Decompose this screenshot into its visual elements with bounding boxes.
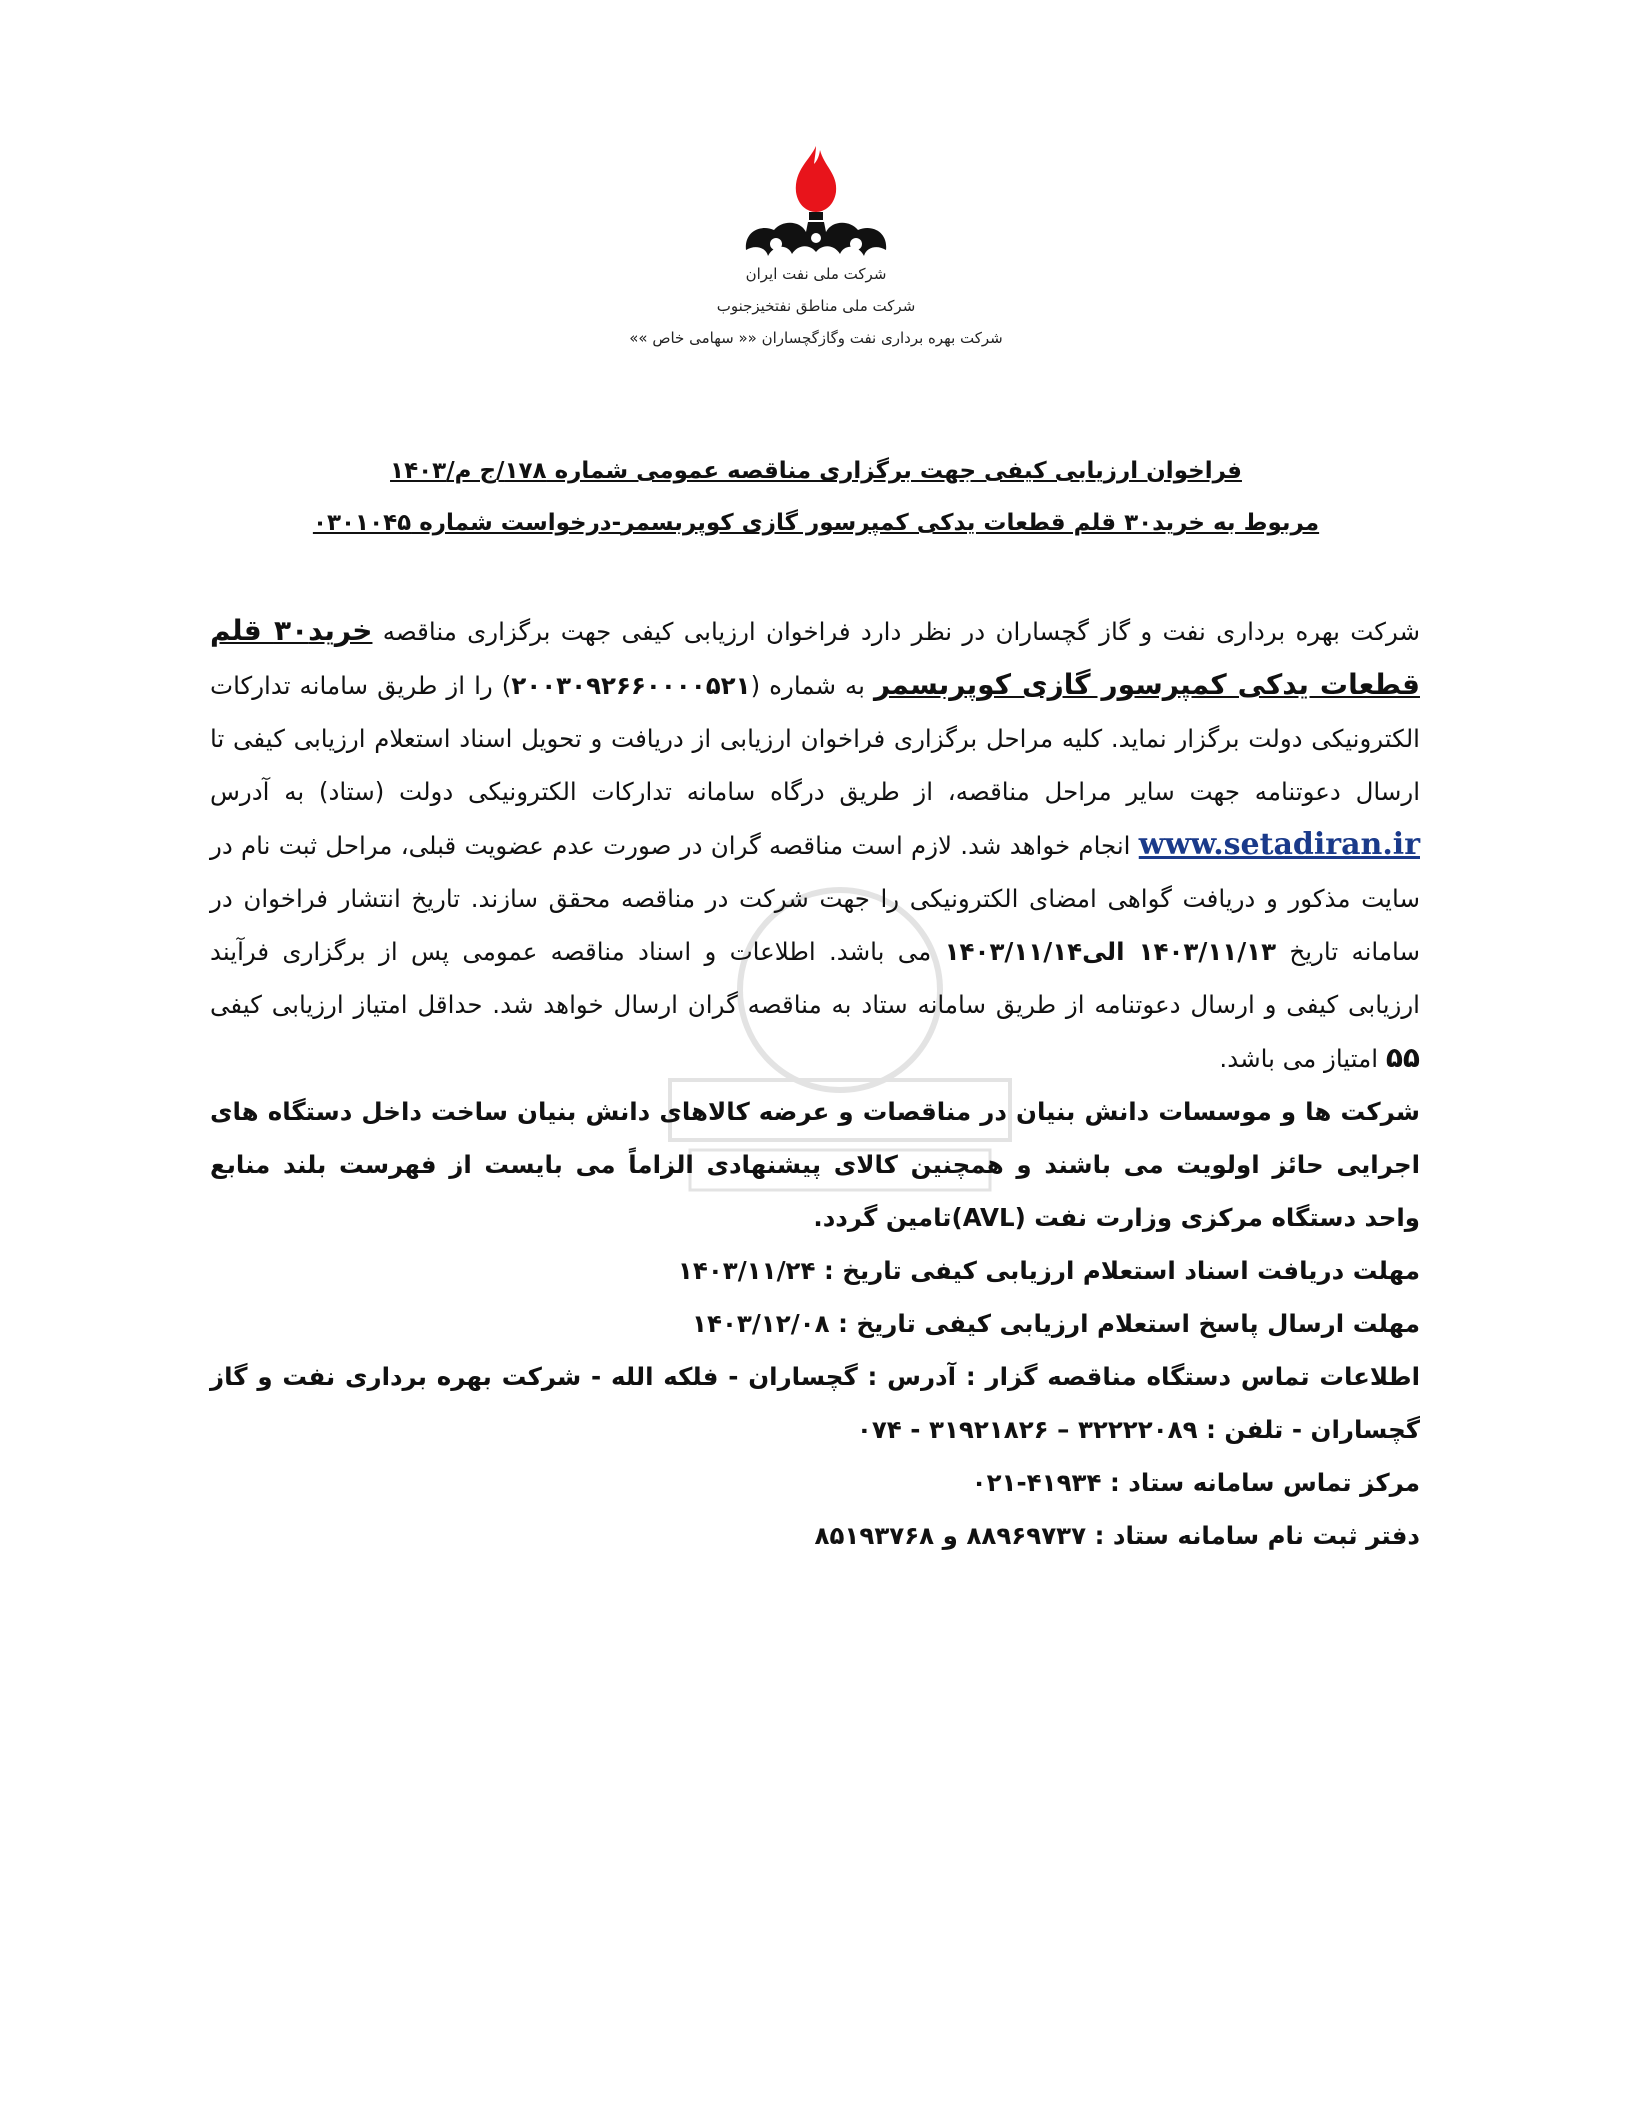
item-title: خرید۳۰ قلم قطعات یدکی کمپرسور گازی کوپربسمر <box>210 614 1420 701</box>
publish-date-to: ۱۴۰۳/۱۱/۱۴ <box>944 937 1083 966</box>
setad-link[interactable]: www.setadiran.ir <box>1138 827 1420 862</box>
deadline-send: مهلت ارسال پاسخ استعلام ارزیابی کیفی تاریخ : ۱۴۰۳/۱۲/۰۸ <box>692 1309 1420 1338</box>
company-name-1: شرکت ملی نفت ایران <box>745 265 887 283</box>
paragraph-knowledge-based: شرکت ها و موسسات دانش بنیان در مناقصات و عرضه کالاهای دانش بنیان ساخت داخل دستگاه های اجرایی حائز اولویت می باشند و همچنین کالای پیشنهادی الزاماً می بایست از فهرست بلند منابع واحد دستگاه مرکزی وزارت نفت (AVL)تامین گردد. <box>210 1097 1420 1232</box>
setad-center: مرکز تماس سامانه ستاد : ۴۱۹۳۴-۰۲۱ <box>971 1468 1420 1497</box>
paragraph-main: شرکت بهره برداری نفت و گاز گچساران در نظر دارد فراخوان ارزیابی کیفی جهت برگزاری مناقصه خرید۳۰ قلم قطعات یدکی کمپرسور گازی کوپربسمر به شماره (۲۰۰۳۰۹۲۶۶۰۰۰۰۵۲۱) را از طریق سامانه تدارکات الکترونیکی دولت برگزار نماید. کلیه مراحل برگزاری فراخوان ارزیابی از دریافت و تحویل اسناد استعلام ارزیابی کیفی تا ارسال دعوتنامه جهت سایر مراحل مناقصه، از طریق درگاه سامانه تدارکات الکترونیکی دولت (ستاد) به آدرس www.setadiran.ir انجام خواهد شد. لازم است مناقصه گران در صورت عدم عضویت قبلی، مراحل ثبت نام در سایت مذکور و دریافت گواهی امضای الکترونیکی را جهت شرکت در مناقصه محقق سازند. تاریخ انتشار فراخوان در سامانه تاریخ ۱۴۰۳/۱۱/۱۳ الی۱۴۰۳/۱۱/۱۴ می باشد. اطلاعات و اسناد مناقصه عمومی پس از برگزاری فرآیند ارزیابی کیفی و ارسال دعوتنامه از طریق سامانه ستاد به مناقصه گران ارسال خواهد شد. حداقل امتیاز ارزیابی کیفی ۵۵ امتیاز می باشد. <box>210 614 1421 1074</box>
publish-date-from: ۱۴۰۳/۱۱/۱۳ <box>1138 937 1277 966</box>
announcement-subtitle: مربوط به خرید۳۰ قلم قطعات یدکی کمپرسور گازی کوپربسمر-درخواست شماره ۰۳۰۱۰۴۵ <box>312 510 1320 536</box>
flame-icon <box>796 146 836 212</box>
contact-info: اطلاعات تماس دستگاه مناقصه گزار : آدرس : گچساران - فلکه الله - شرکت بهره برداری نفت و گاز گچساران - تلفن : ۳۲۲۲۲۰۸۹ – ۳۱۹۲۱۸۲۶ - ۰۷۴ <box>210 1362 1420 1444</box>
tender-number: ۲۰۰۳۰۹۲۶۶۰۰۰۰۵۲۱ <box>511 671 751 700</box>
nioc-logo <box>716 140 916 265</box>
company-name-3: شرکت بهره برداری نفت وگازگچساران «« سهامی خاص »» <box>629 329 1003 347</box>
setad-register: دفتر ثبت نام سامانه ستاد : ۸۸۹۶۹۷۳۷ و ۸۵۱۹۳۷۶۸ <box>814 1521 1420 1550</box>
deadline-receive: مهلت دریافت اسناد استعلام ارزیابی کیفی تاریخ : ۱۴۰۳/۱۱/۲۴ <box>677 1256 1420 1285</box>
company-name-2: شرکت ملی مناطق نفتخیزجنوب <box>716 297 916 315</box>
announcement-body <box>210 604 1420 1562</box>
min-score: ۵۵ <box>1385 1041 1420 1074</box>
announcement-title: فراخوان ارزیابی کیفی جهت برگزاری مناقصه عمومی شماره ۱۷۸/ج م/۱۴۰۳ <box>390 458 1242 484</box>
